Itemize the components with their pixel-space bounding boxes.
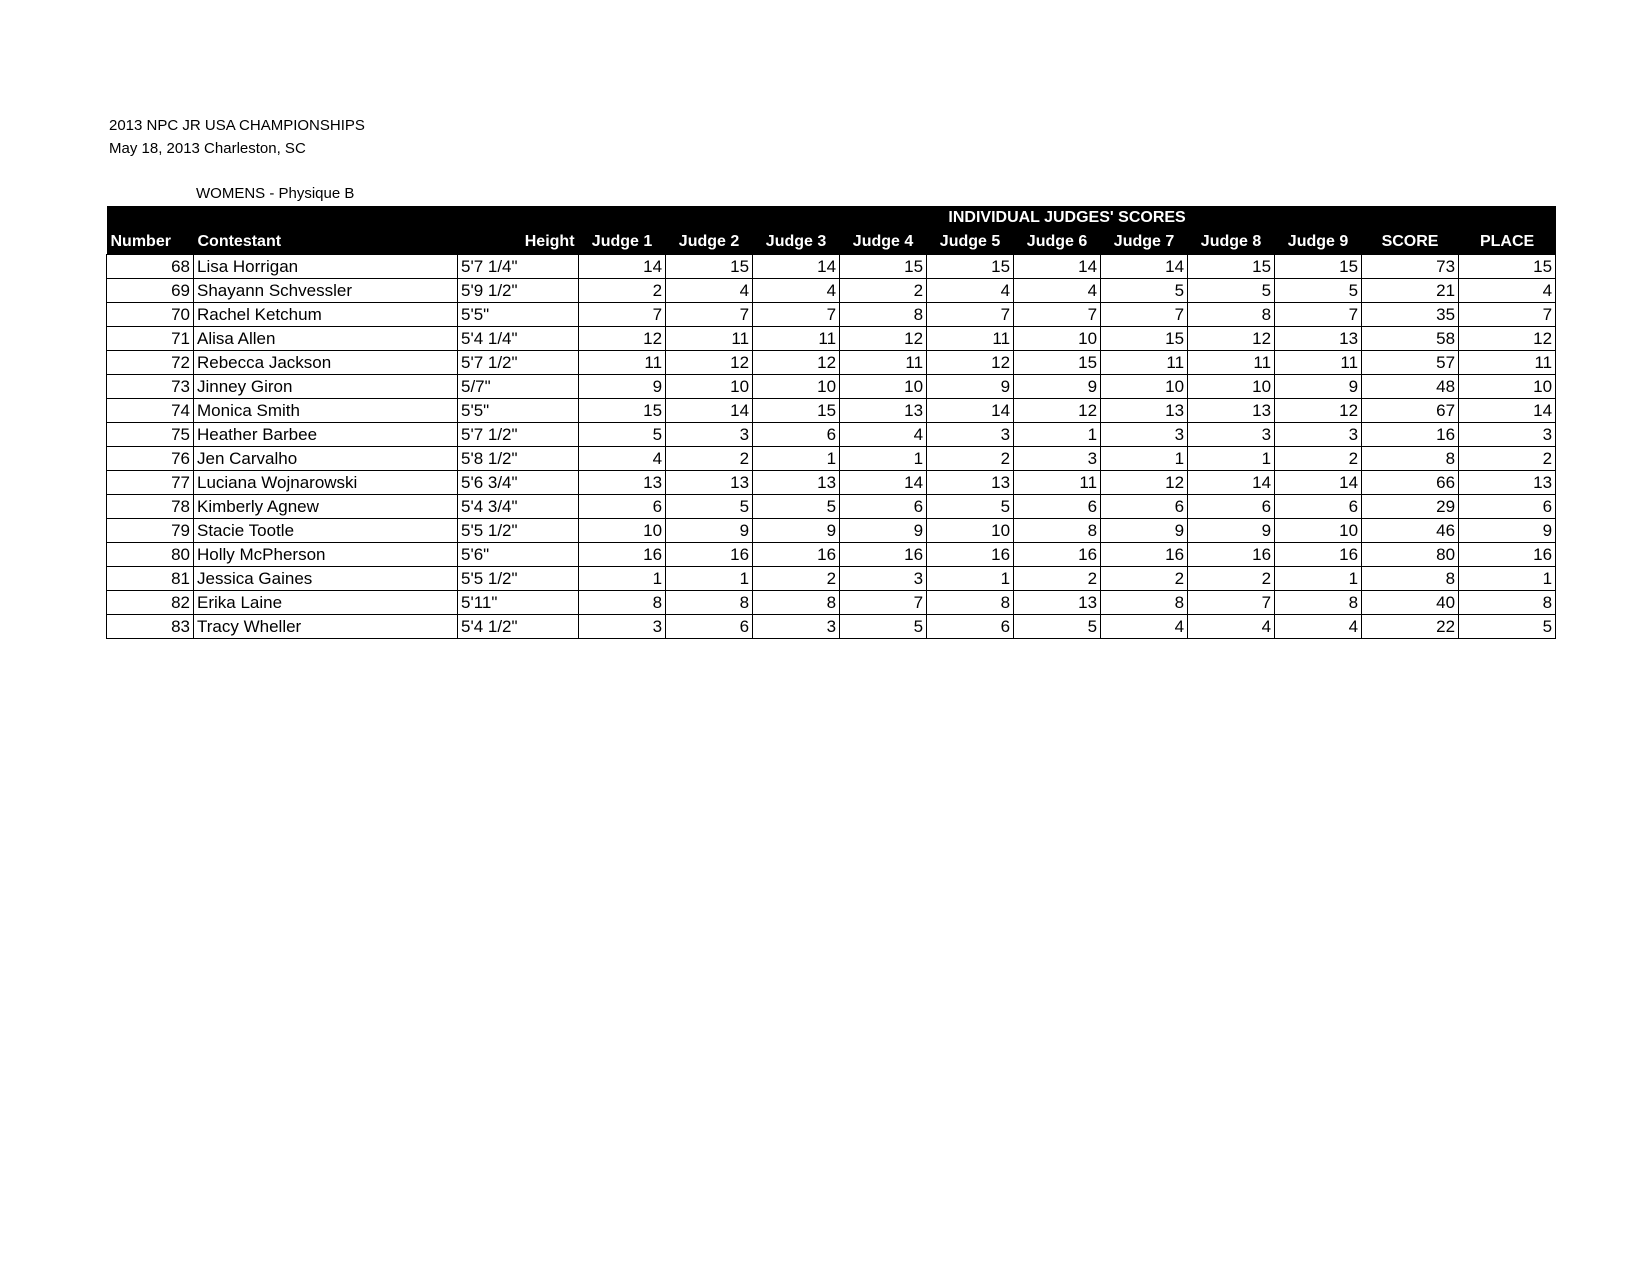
cell-height: 5'5 1/2": [458, 567, 579, 591]
cell-judge-2: 8: [666, 591, 753, 615]
cell-judge-2: 1: [666, 567, 753, 591]
cell-contestant: Stacie Tootle: [194, 519, 458, 543]
cell-judge-1: 9: [579, 375, 666, 399]
column-header-judge-4: Judge 4: [840, 230, 927, 255]
table-row: [107, 255, 1556, 279]
cell-judge-3: 2: [753, 567, 840, 591]
cell-judge-2: 10: [666, 375, 753, 399]
cell-judge-4: 7: [840, 591, 927, 615]
cell-judge-7: 6: [1101, 495, 1188, 519]
cell-contestant: Kimberly Agnew: [194, 495, 458, 519]
cell-judge-1: 8: [579, 591, 666, 615]
cell-judge-3: 15: [753, 399, 840, 423]
cell-contestant: Monica Smith: [194, 399, 458, 423]
cell-judge-3: 3: [753, 615, 840, 639]
cell-place: 11: [1459, 351, 1556, 375]
cell-judge-3: 11: [753, 327, 840, 351]
cell-judge-8: 1: [1188, 447, 1275, 471]
cell-contestant: Rebecca Jackson: [194, 351, 458, 375]
cell-height: 5'4 1/2": [458, 615, 579, 639]
cell-judge-1: 13: [579, 471, 666, 495]
table-row: [107, 303, 1556, 327]
cell-place: 2: [1459, 447, 1556, 471]
cell-judge-1: 6: [579, 495, 666, 519]
cell-judge-8: 14: [1188, 471, 1275, 495]
cell-judge-2: 15: [666, 255, 753, 279]
document-title: 2013 NPC JR USA CHAMPIONSHIPS: [109, 117, 365, 134]
cell-judge-1: 3: [579, 615, 666, 639]
cell-judge-4: 8: [840, 303, 927, 327]
cell-number: 80: [107, 543, 194, 567]
cell-judge-8: 8: [1188, 303, 1275, 327]
cell-judge-6: 6: [1014, 495, 1101, 519]
cell-place: 12: [1459, 327, 1556, 351]
cell-judge-7: 11: [1101, 351, 1188, 375]
cell-judge-4: 13: [840, 399, 927, 423]
cell-contestant: Tracy Wheller: [194, 615, 458, 639]
cell-judge-1: 4: [579, 447, 666, 471]
cell-height: 5'7 1/2": [458, 351, 579, 375]
cell-score: 8: [1362, 447, 1459, 471]
column-header-judge-9: Judge 9: [1275, 230, 1362, 255]
cell-judge-5: 12: [927, 351, 1014, 375]
column-header-judge-1: Judge 1: [579, 230, 666, 255]
cell-judge-5: 8: [927, 591, 1014, 615]
cell-contestant: Rachel Ketchum: [194, 303, 458, 327]
cell-contestant: Holly McPherson: [194, 543, 458, 567]
cell-judge-9: 11: [1275, 351, 1362, 375]
cell-height: 5'6": [458, 543, 579, 567]
cell-judge-5: 2: [927, 447, 1014, 471]
cell-place: 14: [1459, 399, 1556, 423]
cell-judge-8: 15: [1188, 255, 1275, 279]
cell-judge-1: 7: [579, 303, 666, 327]
cell-judge-4: 3: [840, 567, 927, 591]
cell-judge-5: 16: [927, 543, 1014, 567]
table-row: [107, 471, 1556, 495]
cell-judge-9: 4: [1275, 615, 1362, 639]
cell-place: 13: [1459, 471, 1556, 495]
cell-judge-4: 1: [840, 447, 927, 471]
cell-judge-9: 1: [1275, 567, 1362, 591]
cell-number: 77: [107, 471, 194, 495]
cell-judge-8: 13: [1188, 399, 1275, 423]
cell-place: 3: [1459, 423, 1556, 447]
cell-judge-5: 14: [927, 399, 1014, 423]
column-header-judge-8: Judge 8: [1188, 230, 1275, 255]
cell-judge-7: 3: [1101, 423, 1188, 447]
table-row: [107, 351, 1556, 375]
cell-judge-3: 13: [753, 471, 840, 495]
column-header-judge-5: Judge 5: [927, 230, 1014, 255]
cell-judge-1: 16: [579, 543, 666, 567]
cell-judge-8: 3: [1188, 423, 1275, 447]
cell-judge-7: 7: [1101, 303, 1188, 327]
cell-judge-5: 15: [927, 255, 1014, 279]
column-header-contestant: Contestant: [194, 230, 458, 255]
cell-place: 5: [1459, 615, 1556, 639]
judges-scores-group-label: INDIVIDUAL JUDGES' SCORES: [579, 206, 1556, 230]
cell-judge-5: 10: [927, 519, 1014, 543]
header-spacer: [107, 206, 579, 230]
cell-score: 57: [1362, 351, 1459, 375]
cell-height: 5/7": [458, 375, 579, 399]
cell-judge-3: 6: [753, 423, 840, 447]
cell-height: 5'11": [458, 591, 579, 615]
cell-judge-8: 11: [1188, 351, 1275, 375]
cell-judge-4: 15: [840, 255, 927, 279]
cell-score: 46: [1362, 519, 1459, 543]
cell-contestant: Lisa Horrigan: [194, 255, 458, 279]
cell-judge-5: 11: [927, 327, 1014, 351]
cell-number: 71: [107, 327, 194, 351]
cell-judge-2: 9: [666, 519, 753, 543]
cell-judge-7: 14: [1101, 255, 1188, 279]
cell-place: 9: [1459, 519, 1556, 543]
scores-table: [106, 206, 1556, 639]
cell-judge-7: 15: [1101, 327, 1188, 351]
cell-judge-1: 2: [579, 279, 666, 303]
column-header-judge-3: Judge 3: [753, 230, 840, 255]
cell-judge-8: 7: [1188, 591, 1275, 615]
cell-judge-9: 15: [1275, 255, 1362, 279]
cell-contestant: Jen Carvalho: [194, 447, 458, 471]
cell-judge-7: 1: [1101, 447, 1188, 471]
cell-judge-3: 1: [753, 447, 840, 471]
cell-number: 79: [107, 519, 194, 543]
cell-place: 1: [1459, 567, 1556, 591]
cell-judge-6: 1: [1014, 423, 1101, 447]
cell-height: 5'5": [458, 399, 579, 423]
cell-height: 5'8 1/2": [458, 447, 579, 471]
cell-height: 5'5 1/2": [458, 519, 579, 543]
cell-judge-7: 16: [1101, 543, 1188, 567]
column-header-judge-7: Judge 7: [1101, 230, 1188, 255]
cell-score: 73: [1362, 255, 1459, 279]
cell-score: 66: [1362, 471, 1459, 495]
cell-judge-8: 6: [1188, 495, 1275, 519]
table-row: [107, 543, 1556, 567]
cell-score: 35: [1362, 303, 1459, 327]
cell-judge-3: 14: [753, 255, 840, 279]
cell-number: 75: [107, 423, 194, 447]
cell-judge-3: 5: [753, 495, 840, 519]
cell-judge-2: 3: [666, 423, 753, 447]
cell-judge-7: 2: [1101, 567, 1188, 591]
cell-judge-8: 5: [1188, 279, 1275, 303]
column-header-row: [107, 230, 1556, 255]
cell-number: 69: [107, 279, 194, 303]
cell-judge-3: 8: [753, 591, 840, 615]
cell-judge-4: 10: [840, 375, 927, 399]
cell-contestant: Alisa Allen: [194, 327, 458, 351]
cell-judge-9: 3: [1275, 423, 1362, 447]
cell-score: 80: [1362, 543, 1459, 567]
cell-judge-9: 9: [1275, 375, 1362, 399]
table-row: [107, 399, 1556, 423]
cell-contestant: Jessica Gaines: [194, 567, 458, 591]
cell-judge-2: 16: [666, 543, 753, 567]
cell-judge-5: 3: [927, 423, 1014, 447]
cell-judge-4: 16: [840, 543, 927, 567]
cell-place: 7: [1459, 303, 1556, 327]
cell-judge-9: 10: [1275, 519, 1362, 543]
cell-judge-5: 7: [927, 303, 1014, 327]
cell-place: 15: [1459, 255, 1556, 279]
table-row: [107, 615, 1556, 639]
table-row: [107, 423, 1556, 447]
table-row: [107, 567, 1556, 591]
cell-contestant: Jinney Giron: [194, 375, 458, 399]
cell-judge-1: 10: [579, 519, 666, 543]
cell-height: 5'7 1/4": [458, 255, 579, 279]
cell-judge-6: 10: [1014, 327, 1101, 351]
table-row: [107, 375, 1556, 399]
cell-judge-2: 4: [666, 279, 753, 303]
column-header-place: PLACE: [1459, 230, 1556, 255]
cell-judge-3: 4: [753, 279, 840, 303]
cell-judge-6: 12: [1014, 399, 1101, 423]
cell-place: 4: [1459, 279, 1556, 303]
cell-contestant: Heather Barbee: [194, 423, 458, 447]
cell-number: 68: [107, 255, 194, 279]
category-label: WOMENS - Physique B: [196, 185, 355, 202]
cell-score: 16: [1362, 423, 1459, 447]
cell-judge-6: 9: [1014, 375, 1101, 399]
cell-place: 16: [1459, 543, 1556, 567]
cell-judge-7: 5: [1101, 279, 1188, 303]
cell-judge-9: 5: [1275, 279, 1362, 303]
cell-place: 6: [1459, 495, 1556, 519]
cell-judge-8: 12: [1188, 327, 1275, 351]
cell-height: 5'5": [458, 303, 579, 327]
cell-judge-2: 11: [666, 327, 753, 351]
cell-judge-1: 1: [579, 567, 666, 591]
cell-judge-7: 8: [1101, 591, 1188, 615]
cell-judge-5: 9: [927, 375, 1014, 399]
cell-height: 5'4 1/4": [458, 327, 579, 351]
cell-score: 48: [1362, 375, 1459, 399]
cell-number: 76: [107, 447, 194, 471]
cell-judge-6: 5: [1014, 615, 1101, 639]
cell-judge-2: 2: [666, 447, 753, 471]
table-row: [107, 279, 1556, 303]
cell-judge-6: 14: [1014, 255, 1101, 279]
cell-judge-4: 9: [840, 519, 927, 543]
cell-judge-9: 14: [1275, 471, 1362, 495]
header-group-row: [107, 206, 1556, 230]
cell-judge-9: 12: [1275, 399, 1362, 423]
event-date-location: May 18, 2013 Charleston, SC: [109, 140, 306, 157]
cell-judge-4: 6: [840, 495, 927, 519]
cell-number: 73: [107, 375, 194, 399]
cell-number: 72: [107, 351, 194, 375]
cell-judge-4: 12: [840, 327, 927, 351]
cell-judge-8: 10: [1188, 375, 1275, 399]
cell-judge-7: 10: [1101, 375, 1188, 399]
cell-judge-4: 4: [840, 423, 927, 447]
cell-judge-5: 1: [927, 567, 1014, 591]
cell-number: 81: [107, 567, 194, 591]
cell-judge-5: 4: [927, 279, 1014, 303]
cell-judge-3: 9: [753, 519, 840, 543]
cell-judge-8: 9: [1188, 519, 1275, 543]
table-row: [107, 591, 1556, 615]
cell-judge-1: 14: [579, 255, 666, 279]
cell-contestant: Shayann Schvessler: [194, 279, 458, 303]
cell-height: 5'4 3/4": [458, 495, 579, 519]
cell-judge-6: 3: [1014, 447, 1101, 471]
cell-number: 83: [107, 615, 194, 639]
cell-judge-2: 6: [666, 615, 753, 639]
cell-judge-2: 5: [666, 495, 753, 519]
cell-contestant: Erika Laine: [194, 591, 458, 615]
cell-judge-6: 16: [1014, 543, 1101, 567]
cell-judge-9: 6: [1275, 495, 1362, 519]
column-header-judge-2: Judge 2: [666, 230, 753, 255]
cell-judge-2: 13: [666, 471, 753, 495]
cell-judge-3: 7: [753, 303, 840, 327]
cell-score: 22: [1362, 615, 1459, 639]
cell-height: 5'9 1/2": [458, 279, 579, 303]
cell-judge-1: 15: [579, 399, 666, 423]
cell-number: 82: [107, 591, 194, 615]
cell-judge-2: 7: [666, 303, 753, 327]
cell-judge-7: 12: [1101, 471, 1188, 495]
cell-score: 58: [1362, 327, 1459, 351]
cell-judge-4: 2: [840, 279, 927, 303]
cell-judge-2: 12: [666, 351, 753, 375]
cell-judge-1: 12: [579, 327, 666, 351]
cell-judge-8: 2: [1188, 567, 1275, 591]
table-row: [107, 327, 1556, 351]
cell-judge-7: 13: [1101, 399, 1188, 423]
cell-judge-4: 11: [840, 351, 927, 375]
cell-score: 21: [1362, 279, 1459, 303]
cell-contestant: Luciana Wojnarowski: [194, 471, 458, 495]
cell-judge-2: 14: [666, 399, 753, 423]
table-row: [107, 447, 1556, 471]
cell-judge-3: 16: [753, 543, 840, 567]
cell-height: 5'7 1/2": [458, 423, 579, 447]
cell-number: 74: [107, 399, 194, 423]
cell-judge-9: 16: [1275, 543, 1362, 567]
cell-judge-6: 2: [1014, 567, 1101, 591]
cell-judge-7: 9: [1101, 519, 1188, 543]
cell-judge-6: 15: [1014, 351, 1101, 375]
column-header-score: SCORE: [1362, 230, 1459, 255]
cell-judge-6: 7: [1014, 303, 1101, 327]
cell-judge-3: 10: [753, 375, 840, 399]
cell-score: 67: [1362, 399, 1459, 423]
cell-judge-8: 16: [1188, 543, 1275, 567]
cell-judge-6: 8: [1014, 519, 1101, 543]
cell-judge-9: 8: [1275, 591, 1362, 615]
column-header-judge-6: Judge 6: [1014, 230, 1101, 255]
cell-judge-3: 12: [753, 351, 840, 375]
cell-score: 40: [1362, 591, 1459, 615]
cell-judge-5: 6: [927, 615, 1014, 639]
cell-judge-5: 5: [927, 495, 1014, 519]
cell-height: 5'6 3/4": [458, 471, 579, 495]
cell-judge-4: 5: [840, 615, 927, 639]
cell-judge-5: 13: [927, 471, 1014, 495]
scores-table-body: [107, 255, 1556, 639]
cell-number: 70: [107, 303, 194, 327]
cell-judge-7: 4: [1101, 615, 1188, 639]
cell-judge-9: 2: [1275, 447, 1362, 471]
cell-judge-8: 4: [1188, 615, 1275, 639]
cell-judge-6: 4: [1014, 279, 1101, 303]
cell-number: 78: [107, 495, 194, 519]
cell-score: 8: [1362, 567, 1459, 591]
cell-judge-6: 13: [1014, 591, 1101, 615]
cell-judge-9: 7: [1275, 303, 1362, 327]
cell-judge-9: 13: [1275, 327, 1362, 351]
cell-place: 8: [1459, 591, 1556, 615]
column-header-number: Number: [107, 230, 194, 255]
table-row: [107, 519, 1556, 543]
cell-judge-1: 11: [579, 351, 666, 375]
table-row: [107, 495, 1556, 519]
column-header-height: Height: [458, 230, 579, 255]
cell-judge-4: 14: [840, 471, 927, 495]
cell-score: 29: [1362, 495, 1459, 519]
cell-place: 10: [1459, 375, 1556, 399]
cell-judge-1: 5: [579, 423, 666, 447]
cell-judge-6: 11: [1014, 471, 1101, 495]
